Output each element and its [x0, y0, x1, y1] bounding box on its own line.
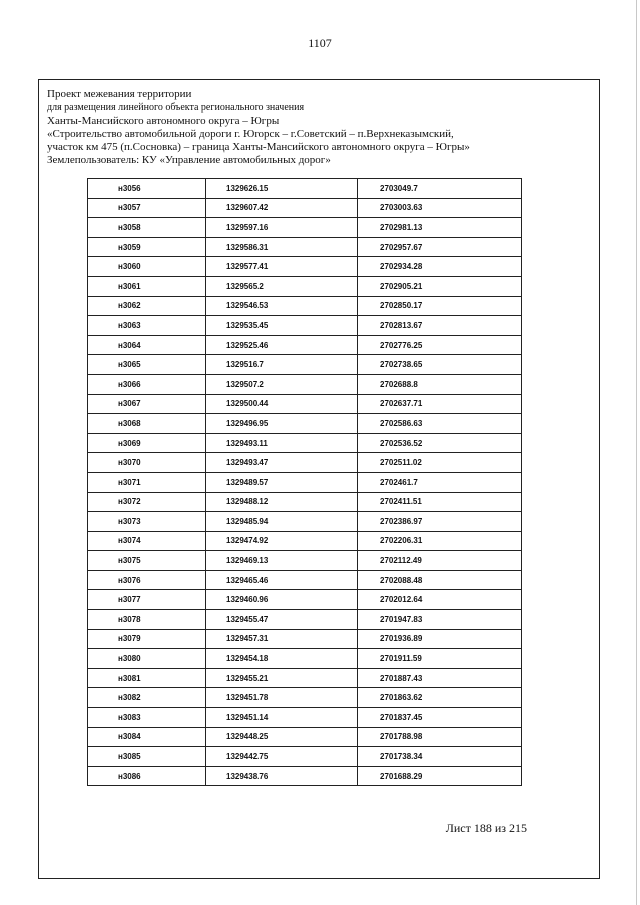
- x-coordinate-cell: 1329451.78: [206, 688, 358, 708]
- table-row: [88, 335, 522, 355]
- y-coordinate-cell: 2702511.02: [358, 453, 522, 473]
- x-coordinate-cell: 1329626.15: [206, 179, 358, 199]
- y-coordinate-cell: 2701936.89: [358, 629, 522, 649]
- point-name-cell: н3057: [88, 198, 206, 218]
- x-coordinate-cell: 1329546.53: [206, 296, 358, 316]
- x-coordinate-cell: 1329451.14: [206, 708, 358, 728]
- x-coordinate-cell: 1329493.47: [206, 453, 358, 473]
- table-row: [88, 747, 522, 767]
- y-coordinate-cell: 2702536.52: [358, 433, 522, 453]
- x-coordinate-cell: 1329535.45: [206, 316, 358, 336]
- table-row: [88, 649, 522, 669]
- x-coordinate-cell: 1329565.2: [206, 276, 358, 296]
- point-name-cell: н3062: [88, 296, 206, 316]
- y-coordinate-cell: 2702850.17: [358, 296, 522, 316]
- table-row: [88, 237, 522, 257]
- x-coordinate-cell: 1329516.7: [206, 355, 358, 375]
- coordinates-table-body: [88, 179, 522, 786]
- y-coordinate-cell: 2702586.63: [358, 414, 522, 434]
- table-row: [88, 590, 522, 610]
- point-name-cell: н3072: [88, 492, 206, 512]
- y-coordinate-cell: 2702688.8: [358, 374, 522, 394]
- y-coordinate-cell: 2701863.62: [358, 688, 522, 708]
- page-edge: [636, 0, 637, 905]
- table-row: [88, 492, 522, 512]
- point-name-cell: н3067: [88, 394, 206, 414]
- header-line: Землепользователь: КУ «Управление автомобильных дорог»: [47, 154, 331, 167]
- point-name-cell: н3061: [88, 276, 206, 296]
- table-row: [88, 727, 522, 747]
- table-row: [88, 453, 522, 473]
- x-coordinate-cell: 1329586.31: [206, 237, 358, 257]
- table-row: [88, 257, 522, 277]
- x-coordinate-cell: 1329500.44: [206, 394, 358, 414]
- table-row: [88, 179, 522, 199]
- x-coordinate-cell: 1329488.12: [206, 492, 358, 512]
- x-coordinate-cell: 1329442.75: [206, 747, 358, 767]
- x-coordinate-cell: 1329455.21: [206, 668, 358, 688]
- point-name-cell: н3082: [88, 688, 206, 708]
- x-coordinate-cell: 1329454.18: [206, 649, 358, 669]
- point-name-cell: н3078: [88, 610, 206, 630]
- x-coordinate-cell: 1329438.76: [206, 766, 358, 786]
- x-coordinate-cell: 1329597.16: [206, 218, 358, 238]
- point-name-cell: н3077: [88, 590, 206, 610]
- page-number: 1107: [308, 36, 332, 50]
- table-row: [88, 316, 522, 336]
- table-row: [88, 531, 522, 551]
- point-name-cell: н3058: [88, 218, 206, 238]
- y-coordinate-cell: 2702981.13: [358, 218, 522, 238]
- point-name-cell: н3063: [88, 316, 206, 336]
- table-row: [88, 570, 522, 590]
- y-coordinate-cell: 2702461.7: [358, 472, 522, 492]
- point-name-cell: н3081: [88, 668, 206, 688]
- y-coordinate-cell: 2701788.98: [358, 727, 522, 747]
- table-row: [88, 629, 522, 649]
- x-coordinate-cell: 1329474.92: [206, 531, 358, 551]
- y-coordinate-cell: 2702206.31: [358, 531, 522, 551]
- header-line: Ханты-Мансийского автономного округа – Югры: [47, 114, 280, 127]
- point-name-cell: н3084: [88, 727, 206, 747]
- y-coordinate-cell: 2702637.71: [358, 394, 522, 414]
- y-coordinate-cell: 2702957.67: [358, 237, 522, 257]
- x-coordinate-cell: 1329525.46: [206, 335, 358, 355]
- table-row: [88, 610, 522, 630]
- table-row: [88, 433, 522, 453]
- coordinates-table: [87, 178, 522, 786]
- x-coordinate-cell: 1329496.95: [206, 414, 358, 434]
- x-coordinate-cell: 1329493.11: [206, 433, 358, 453]
- point-name-cell: н3056: [88, 179, 206, 199]
- table-row: [88, 414, 522, 434]
- y-coordinate-cell: 2702386.97: [358, 512, 522, 532]
- point-name-cell: н3069: [88, 433, 206, 453]
- x-coordinate-cell: 1329607.42: [206, 198, 358, 218]
- point-name-cell: н3076: [88, 570, 206, 590]
- table-row: [88, 708, 522, 728]
- document-frame: [38, 79, 600, 879]
- y-coordinate-cell: 2702112.49: [358, 551, 522, 571]
- table-row: [88, 766, 522, 786]
- header-line: для размещения линейного объекта регионального значения: [47, 102, 305, 114]
- y-coordinate-cell: 2701947.83: [358, 610, 522, 630]
- table-row: [88, 198, 522, 218]
- table-row: [88, 355, 522, 375]
- x-coordinate-cell: 1329460.96: [206, 590, 358, 610]
- x-coordinate-cell: 1329455.47: [206, 610, 358, 630]
- point-name-cell: н3064: [88, 335, 206, 355]
- point-name-cell: н3083: [88, 708, 206, 728]
- table-row: [88, 218, 522, 238]
- y-coordinate-cell: 2702776.25: [358, 335, 522, 355]
- y-coordinate-cell: 2702905.21: [358, 276, 522, 296]
- y-coordinate-cell: 2701738.34: [358, 747, 522, 767]
- y-coordinate-cell: 2701837.45: [358, 708, 522, 728]
- y-coordinate-cell: 2702738.65: [358, 355, 522, 375]
- point-name-cell: н3074: [88, 531, 206, 551]
- header-line: участок км 475 (п.Сосновка) – граница Ханты-Мансийского автономного округа – Югры»: [47, 141, 470, 154]
- x-coordinate-cell: 1329457.31: [206, 629, 358, 649]
- y-coordinate-cell: 2702088.48: [358, 570, 522, 590]
- y-coordinate-cell: 2702411.51: [358, 492, 522, 512]
- y-coordinate-cell: 2703049.7: [358, 179, 522, 199]
- table-row: [88, 668, 522, 688]
- point-name-cell: н3068: [88, 414, 206, 434]
- table-row: [88, 374, 522, 394]
- header-line: Проект межевания территории: [47, 88, 192, 100]
- table-row: [88, 276, 522, 296]
- y-coordinate-cell: 2702934.28: [358, 257, 522, 277]
- table-row: [88, 472, 522, 492]
- table-row: [88, 512, 522, 532]
- point-name-cell: н3065: [88, 355, 206, 375]
- point-name-cell: н3079: [88, 629, 206, 649]
- y-coordinate-cell: 2702813.67: [358, 316, 522, 336]
- sheet-counter: Лист 188 из 215: [445, 821, 527, 835]
- table-row: [88, 551, 522, 571]
- y-coordinate-cell: 2701688.29: [358, 766, 522, 786]
- header-line: «Строительство автомобильной дороги г. Югорск – г.Советский – п.Верхнеказымский,: [47, 127, 454, 140]
- table-row: [88, 296, 522, 316]
- point-name-cell: н3071: [88, 472, 206, 492]
- point-name-cell: н3060: [88, 257, 206, 277]
- table-row: [88, 688, 522, 708]
- point-name-cell: н3070: [88, 453, 206, 473]
- x-coordinate-cell: 1329485.94: [206, 512, 358, 532]
- point-name-cell: н3066: [88, 374, 206, 394]
- point-name-cell: н3073: [88, 512, 206, 532]
- point-name-cell: н3075: [88, 551, 206, 571]
- y-coordinate-cell: 2703003.63: [358, 198, 522, 218]
- x-coordinate-cell: 1329465.46: [206, 570, 358, 590]
- y-coordinate-cell: 2701887.43: [358, 668, 522, 688]
- point-name-cell: н3086: [88, 766, 206, 786]
- document-header: [47, 88, 587, 168]
- x-coordinate-cell: 1329489.57: [206, 472, 358, 492]
- y-coordinate-cell: 2701911.59: [358, 649, 522, 669]
- x-coordinate-cell: 1329448.25: [206, 727, 358, 747]
- point-name-cell: н3080: [88, 649, 206, 669]
- y-coordinate-cell: 2702012.64: [358, 590, 522, 610]
- table-row: [88, 394, 522, 414]
- x-coordinate-cell: 1329577.41: [206, 257, 358, 277]
- x-coordinate-cell: 1329469.13: [206, 551, 358, 571]
- x-coordinate-cell: 1329507.2: [206, 374, 358, 394]
- point-name-cell: н3085: [88, 747, 206, 767]
- point-name-cell: н3059: [88, 237, 206, 257]
